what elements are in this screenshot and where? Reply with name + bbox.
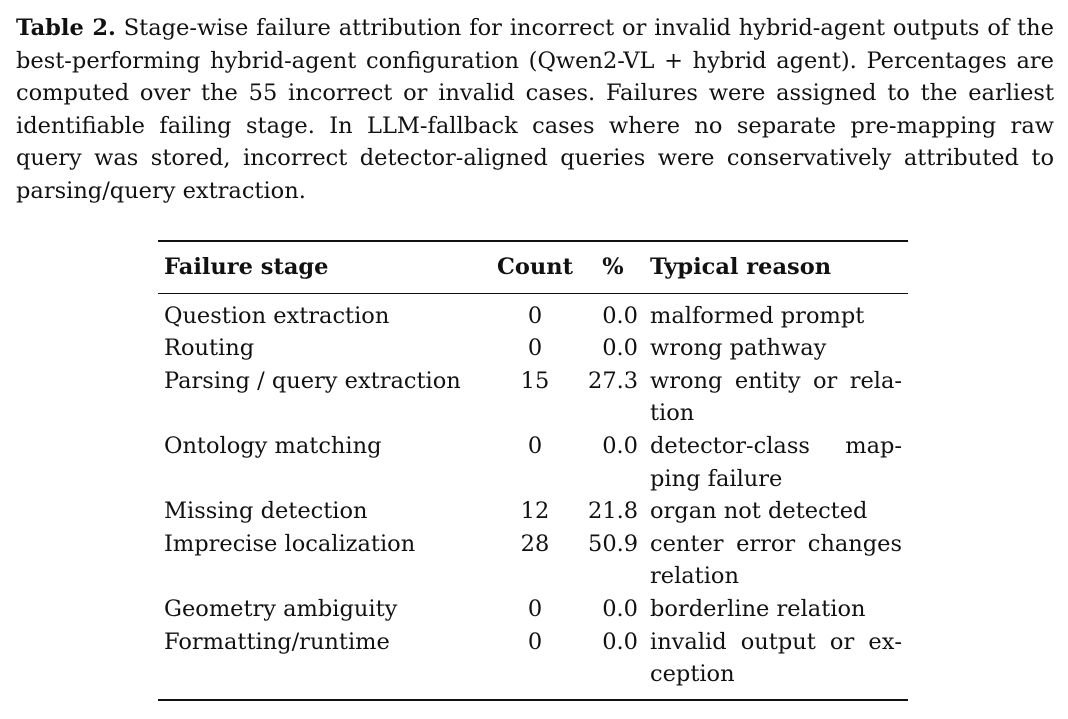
cell-count: 0 <box>527 432 543 459</box>
cell-count: 0 <box>527 335 543 362</box>
table-row <box>158 495 908 528</box>
table-row <box>158 593 908 626</box>
cell-stage: Routing <box>164 335 255 362</box>
caption-text: Stage-wise failure attribution for incorrect or invalid hybrid-agent outputs of the best-performing hybrid-agent configuration (Qwen2-VL + hybrid agent). Percentages are computed over the 55 incorrect or invalid cases. Failures were assigned to the earliest identifiable failing stage. In LLM-fallback cases where no separate pre-mapping raw query was stored, incorrect detector-aligned queries were conservatively attributed to parsing/query extraction. <box>16 15 1054 204</box>
cell-stage: Question extraction <box>164 302 390 329</box>
table-caption <box>16 12 1054 208</box>
table-row <box>158 528 908 593</box>
cell-stage: Imprecise localization <box>164 530 416 557</box>
cell-reason: organ not detected <box>650 498 868 525</box>
header-percent: % <box>602 254 624 280</box>
cell-count: 12 <box>520 498 550 525</box>
failure-table-wrapper <box>158 240 908 701</box>
cell-percent: 0.0 <box>602 628 638 655</box>
cell-percent: 50.9 <box>588 530 639 557</box>
cell-stage: Ontology matching <box>164 432 382 459</box>
cell-count: 0 <box>527 302 543 329</box>
cell-reason: malformed prompt <box>650 302 865 329</box>
table-header <box>158 241 908 293</box>
cell-stage: Parsing / query extraction <box>164 367 461 394</box>
cell-percent: 0.0 <box>602 432 638 459</box>
header-count: Count <box>496 254 574 280</box>
cell-count: 0 <box>527 628 543 655</box>
table-row <box>158 430 908 495</box>
table-row <box>158 365 908 430</box>
cell-percent: 0.0 <box>602 302 638 329</box>
cell-percent: 0.0 <box>602 595 638 622</box>
table-body <box>158 293 908 700</box>
cell-stage: Geometry ambiguity <box>164 595 398 622</box>
failure-attribution-table <box>158 240 908 701</box>
caption-label: Table 2. <box>16 15 116 41</box>
cell-reason: center error changes relation <box>650 530 902 590</box>
cell-count: 15 <box>520 367 550 394</box>
cell-percent: 0.0 <box>602 335 638 362</box>
cell-stage: Missing detection <box>164 498 368 525</box>
cell-reason: invalid output or exception <box>650 628 902 688</box>
cell-count: 0 <box>527 595 543 622</box>
cell-reason: wrong entity or relation <box>650 367 902 427</box>
cell-percent: 21.8 <box>588 498 639 525</box>
cell-percent: 27.3 <box>588 367 639 394</box>
cell-count: 28 <box>520 530 550 557</box>
table-row <box>158 626 908 700</box>
header-failure-stage: Failure stage <box>164 254 329 280</box>
cell-reason: detector-class mapping failure <box>650 432 902 492</box>
cell-stage: Formatting/runtime <box>164 628 390 655</box>
header-typical-reason: Typical reason <box>650 254 832 280</box>
cell-reason: borderline relation <box>650 595 866 622</box>
table-row <box>158 332 908 365</box>
table-row <box>158 293 908 332</box>
cell-reason: wrong pathway <box>650 335 827 362</box>
header-row <box>158 241 908 293</box>
